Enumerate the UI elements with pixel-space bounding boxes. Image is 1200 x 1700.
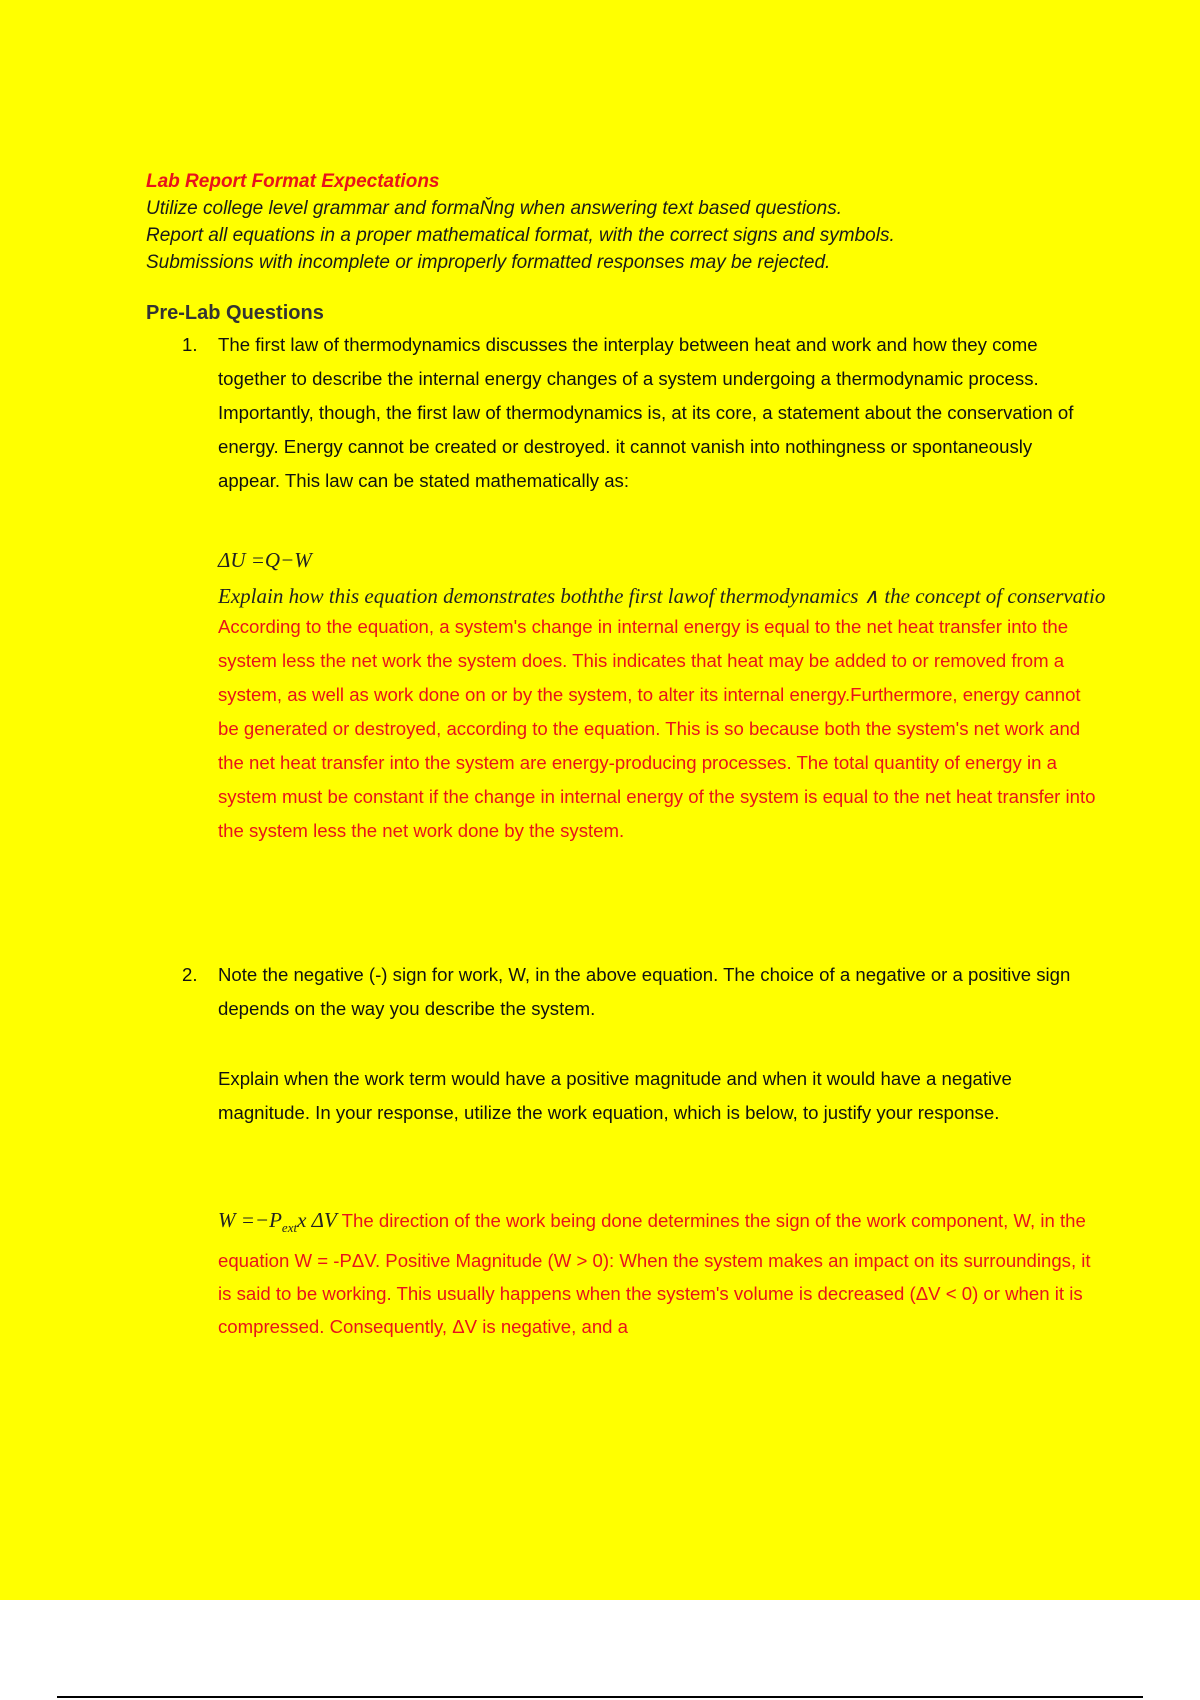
question-2-prompt: Explain when the work term would have a positive magnitude and when it would have a negative magnitude. In your response, utilize the work equation, which is below, to justify your response. <box>218 1068 1012 1123</box>
prelab-heading: Pre-Lab Questions <box>146 302 324 324</box>
format-expectations <box>146 168 895 276</box>
question-1-text: The first law of thermodynamics discusses the interplay between heat and work and how they come together to describe the internal energy changes of a system undergoing a thermodynamic process. Importantly, though, the first law of thermodynamics is, at its core, a statement about the conservation of energy. Energy cannot be created or destroyed. it cannot vanish into nothingness or spontaneously appear. This law can be stated mathematically as: <box>218 334 1074 491</box>
question-number: 2. <box>182 964 198 985</box>
first-law-equation: ΔU =Q−W <box>218 548 312 572</box>
format-title: Lab Report Format Expectations <box>146 171 440 192</box>
footer-divider <box>57 1696 1143 1698</box>
format-line: Report all equations in a proper mathematical format, with the correct signs and symbols. <box>146 225 895 246</box>
format-line: Utilize college level grammar and formaŇng when answering text based questions. <box>146 198 842 219</box>
question-2-answer: The direction of the work being done determines the sign of the work component, W, in the equation W = -PΔV. Positive Magnitude (W > 0): When the system makes an impact on its surroundings, it is said to be working. This usually happens when the system's volume is decreased (ΔV < 0) or when it is compressed. Consequently, ΔV is negative, and a <box>218 1210 1091 1338</box>
question-2-answer-block <box>218 1204 1098 1343</box>
question-1-answer: According to the equation, a system's change in internal energy is equal to the net heat transfer into the system less the net work the system does. This indicates that heat may be added to or removed from a system, as well as work done on or by the system, to alter its internal energy.Furthermore, energy cannot be generated or destroyed, according to the equation. This is so because both the system's net work and the net heat transfer into the system are energy-producing processes. The total quantity of energy in a system must be constant if the change in internal energy of the system is equal to the net heat transfer into the system less the net work done by the system. <box>218 616 1096 841</box>
work-equation: $W =-P_{ext}x$ ΔV <box>218 1208 337 1236</box>
question-number: 1. <box>182 334 198 355</box>
format-line: Submissions with incomplete or improperly formatted responses may be rejected. <box>146 252 831 273</box>
question-1-prompt: Explain how this equation demonstrates boththe first lawof thermodynamics ∧ the concept of conservatio <box>218 584 1106 608</box>
question-2-text: Note the negative (-) sign for work, W, in the above equation. The choice of a negative or a positive sign depends on the way you describe the system. <box>218 964 1071 1019</box>
